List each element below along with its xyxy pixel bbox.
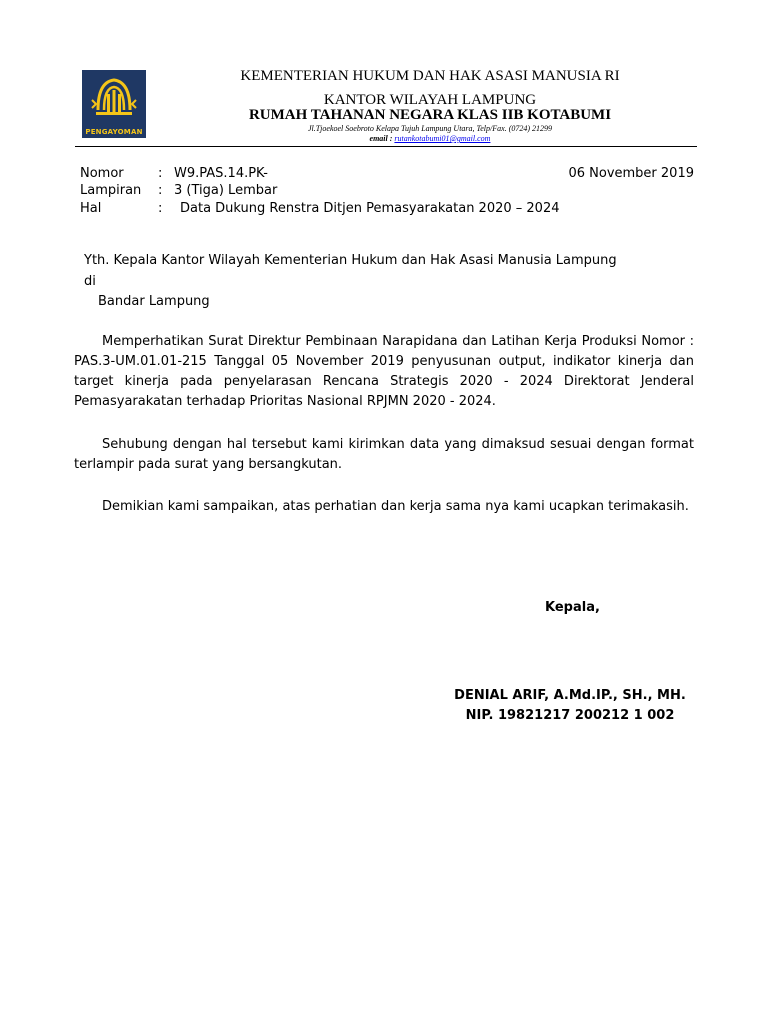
nomor-colon: : — [158, 166, 163, 181]
address-line: Jl.Tjoekoel Soebroto Kelapa Tujuh Lampung Utara, Telp/Fax. (0724) 21299 — [307, 124, 553, 133]
signatory-name: DENIAL ARIF, A.Md.IP., SH., MH. — [454, 688, 686, 703]
signatory-title: Kepala, — [545, 600, 600, 615]
lampiran-value: 3 (Tiga) Lembar — [174, 183, 278, 198]
logo-caption: PENGAYOMAN — [85, 128, 143, 136]
email-label: email : — [369, 134, 393, 143]
hal-colon: : — [158, 201, 163, 216]
signatory-nip: NIP. 19821217 200212 1 002 — [465, 708, 675, 723]
pengayoman-logo — [82, 70, 146, 138]
lampiran-colon: : — [158, 183, 163, 198]
email-link[interactable]: rutankotabumi01@gmail.com — [394, 134, 491, 143]
pillars-emblem-icon — [82, 70, 146, 126]
nomor-label: Nomor — [80, 166, 124, 181]
lampiran-label: Lampiran — [80, 183, 142, 198]
body-paragraph-3: Demikian kami sampaikan, atas perhatian dan kerja sama nya kami ucapkan terimakasih. — [102, 499, 689, 514]
hal-label: Hal — [80, 201, 102, 216]
letter-date: 06 November 2019 — [568, 166, 694, 181]
ministry-name: KEMENTERIAN HUKUM DAN HAK ASASI MANUSIA RI — [240, 68, 620, 84]
hal-value: Data Dukung Renstra Ditjen Pemasyarakatan 2020 – 2024 — [180, 201, 560, 216]
institution-name: RUMAH TAHANAN NEGARA KLAS IIB KOTABUMI — [248, 107, 612, 123]
nomor-value: W9.PAS.14.PK- — [174, 166, 268, 181]
recipient-line: Yth. Kepala Kantor Wilayah Kementerian Hukum dan Hak Asasi Manusia Lampung — [84, 253, 617, 268]
email-line — [150, 134, 710, 143]
body-paragraph-2: Sehubung dengan hal tersebut kami kirimkan data yang dimaksud sesuai dengan format terlampir pada surat yang bersangkutan. — [74, 437, 694, 472]
regional-office-name: KANTOR WILAYAH LAMPUNG — [323, 92, 537, 108]
header-divider — [75, 146, 697, 147]
body-paragraph-1: Memperhatikan Surat Direktur Pembinaan Narapidana dan Latihan Kerja Produksi Nomor : PAS.3-UM.01.01-215 Tanggal 05 November 2019 penyusunan output, indikator kinerja dan target kinerja pada penyelarasan Rencana Strategis 2020 - 2024 Direktorat Jenderal Pemasyarakatan terhadap Prioritas Nasional RPJMN 2020 - 2024. — [74, 334, 694, 409]
recipient-di: di — [84, 274, 96, 289]
recipient-city: Bandar Lampung — [98, 294, 210, 309]
